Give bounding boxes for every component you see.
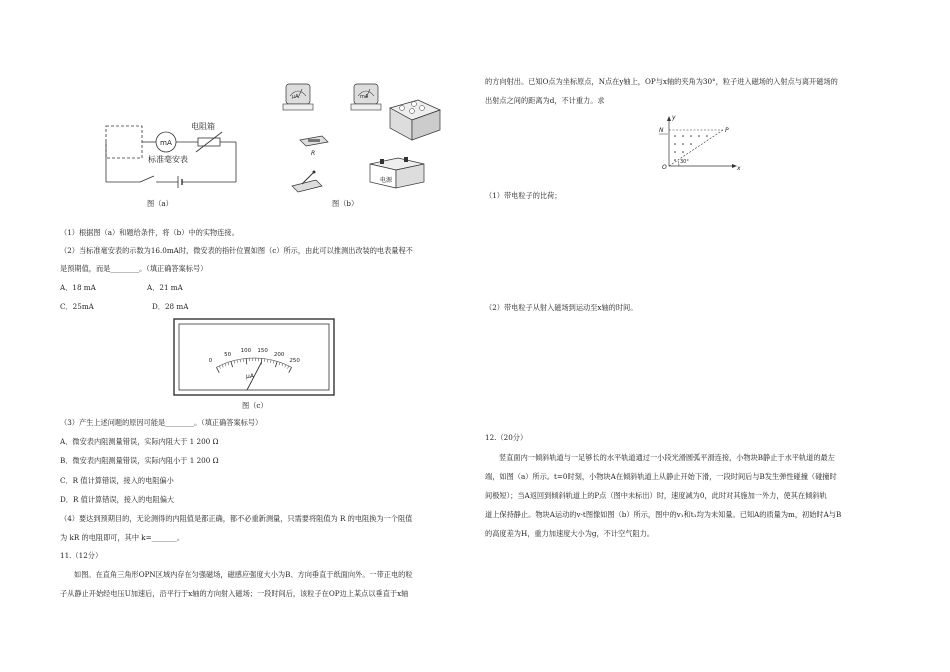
question-12-line-4: 道上保持静止。物块A运动的v-t图像如图（b）所示，图中的v₁和t₁均为未知量。已知A的质量为m，初始时A与B — [485, 510, 842, 519]
fig-a-caption: 图（a） — [147, 199, 173, 208]
question-12-line-1: 竖直面内一倾斜轨道与一足够长的水平轨道通过一小段光滑圆弧平滑连接，小物块B静止于水平轨道的最左 — [499, 453, 835, 462]
fig-axis-x: x — [737, 165, 741, 172]
question-11-line-2: 子从静止开始经电压U加速后，沿平行于x轴的方向射入磁场；一段时间后，该粒子在OP边上某点以垂直于x轴 — [60, 589, 409, 598]
resistor-icon — [300, 136, 328, 146]
fig-a-meter-label: mA — [160, 138, 172, 147]
fig-angle-label: 30° — [680, 159, 689, 165]
figure-c-meter-dial — [173, 318, 335, 396]
q2-option-a: A．18 mA — [60, 283, 96, 292]
fig-a-meter-caption: 标准毫安表 — [148, 155, 188, 164]
q3-option-a: A．微安表内阻测量错误，实际内阻大于 1 200 Ω — [60, 437, 219, 446]
question-3: （3）产生上述问题的原因可能是________。（填正确答案标号） — [60, 418, 263, 427]
fig-b-milliammeter-label: mA — [360, 94, 369, 100]
fig-b-microammeter-label: μA — [292, 94, 299, 100]
fig-c-caption: 图（c） — [242, 401, 268, 410]
q11-continued-line-1: 的方向射出。已知O点为坐标原点，N点在y轴上，OP与x轴的夹角为30°，粒子进入磁场的入射点与离开磁场的 — [485, 77, 838, 86]
dial-tick-label: 200 — [273, 351, 285, 358]
question-1: （1）根据图（a）和题给条件，将（b）中的实物连接。 — [60, 228, 239, 237]
q3-option-c: C．R 值计算错误，接入的电阻偏小 — [60, 476, 174, 485]
question-2-line-1: （2）当标准毫安表的示数为16.0mA时，微安表的指针位置如图（c）所示，由此可以推测出改装的电表量程不 — [60, 246, 413, 255]
switch-icon — [292, 171, 322, 193]
fig-point-n: N — [659, 127, 664, 134]
q2-option-b: A．21 mA — [147, 283, 183, 292]
fig-b-resistor-label: R — [311, 150, 316, 157]
resistance-box-icon — [390, 100, 440, 140]
q11-continued-line-2: 出射点之间的距离为d，不计重力。求 — [485, 96, 605, 105]
fig-c-unit: μA — [246, 373, 254, 380]
question-12-line-3: 间极短）；当A返回到倾斜轨道上的P点（图中未标出）时，速度减为0，此时对其施加一外力，使其在倾斜轨 — [485, 491, 827, 500]
fig-b-caption: 图（b） — [332, 199, 359, 208]
q11-sub-question-1: （1）带电粒子的比荷； — [485, 191, 562, 200]
question-4-line-1: （4）要达到预期目的，无论测得的内阻值是都正确，都不必重新测量，只需要将阻值为 R 的电阻换为一个阻值 — [60, 514, 413, 523]
question-4-line-2: 为 kR 的电阻即可，其中 k=_______。 — [60, 533, 185, 542]
power-source-icon — [370, 157, 424, 188]
question-12-line-2: 端，如图（a）所示。t=0时刻，小物块A在倾斜轨道上从静止开始下滑，一段时间后与B发生弹性碰撞（碰撞时 — [485, 472, 837, 481]
dial-tick-label: 150 — [257, 348, 268, 355]
fig-a-box-label: 电阻箱 — [191, 122, 215, 131]
q3-option-d: D．R 值计算错误，接入的电阻偏大 — [60, 495, 175, 504]
fig-point-p: P — [725, 127, 729, 134]
q2-option-d: D．28 mA — [152, 302, 189, 311]
figure-magnetic-field-triangle — [655, 114, 740, 174]
q2-option-c: C．25mA — [60, 302, 94, 311]
question-12-line-5: 的高度差为H，重力加速度大小为g，不计空气阻力。 — [485, 529, 654, 538]
dial-tick-label: 250 — [289, 358, 300, 365]
q11-sub-question-2: （2）带电粒子从射入磁场到运动至x轴的时间。 — [485, 303, 638, 312]
dial-tick-label: 0 — [208, 358, 213, 365]
question-11-heading: 11.（12分） — [60, 551, 103, 560]
dial-tick-label: 50 — [224, 351, 232, 358]
figure-a-circuit — [98, 118, 243, 190]
fig-b-source-label: 电源 — [380, 177, 393, 184]
question-2-line-2: 是预期值，而是________。（填正确答案标号） — [60, 264, 208, 273]
fig-point-o: O — [662, 164, 667, 171]
question-11-line-1: 如图。在直角三角形OPN区域内存在匀强磁场，磁感应强度大小为B、方向垂直于纸面向外。一带正电的粒 — [74, 570, 413, 579]
fig-axis-y: y — [672, 114, 676, 121]
dial-tick-label: 100 — [240, 348, 252, 355]
q3-option-b: B．微安表内阻测量错误，实际内阻小于 1 200 Ω — [60, 456, 219, 465]
question-12-heading: 12.（20分） — [485, 433, 528, 442]
